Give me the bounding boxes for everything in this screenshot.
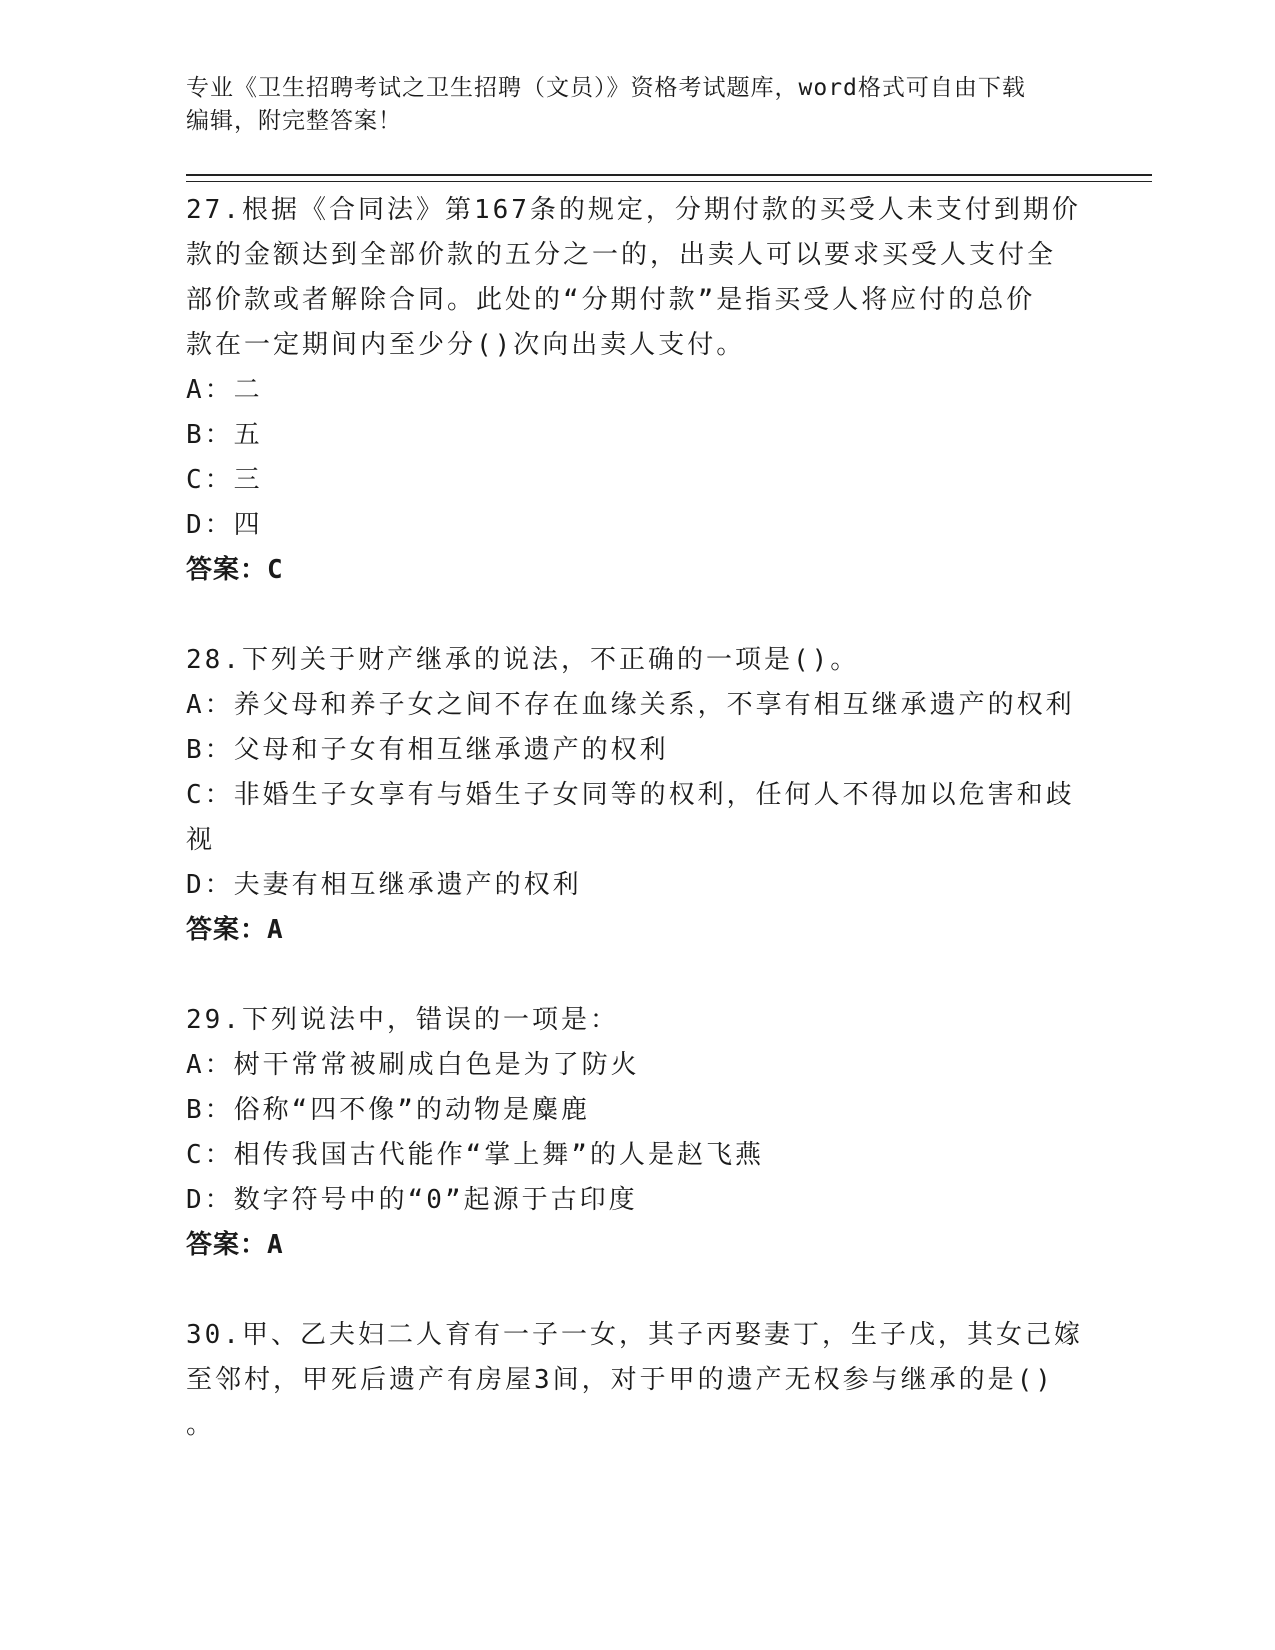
option-b: B：父母和子女有相互继承遗产的权利 [186,735,669,765]
answer-line: 答案：C [186,555,284,585]
question-stem-line: 。 [186,1410,216,1440]
question-gap [186,1268,1086,1313]
option-c: C：非婚生子女享有与婚生子女同等的权利，任何人不得加以危害和歧 [186,780,1075,810]
question-block [186,998,1086,1268]
option-d: D：四 [186,510,263,540]
page-header [186,72,1086,138]
question-gap [186,593,1086,638]
answer-line: 答案：A [186,1230,284,1260]
question-stem-line: 部价款或者解除合同。此处的“分期付款”是指买受人将应付的总价 [186,285,1036,315]
option-d: D：数字符号中的“0”起源于古印度 [186,1185,638,1215]
option-d: D：夫妻有相互继承遗产的权利 [186,870,582,900]
question-block [186,188,1086,593]
option-c: C：三 [186,465,263,495]
option-a: A：树干常常被刷成白色是为了防火 [186,1050,640,1080]
option-a: A：养父母和养子女之间不存在血缘关系，不享有相互继承遗产的权利 [186,690,1075,720]
question-block [186,638,1086,953]
question-stem-line: 29.下列说法中，错误的一项是： [186,1005,619,1035]
header-line: 专业《卫生招聘考试之卫生招聘（文员）》资格考试题库，word格式可自由下载 [186,75,1026,101]
question-list [186,188,1086,1448]
header-divider-thin [186,181,1152,182]
option-c-continued: 视 [186,825,216,855]
option-b: B：俗称“四不像”的动物是麋鹿 [186,1095,590,1125]
option-c: C：相传我国古代能作“掌上舞”的人是赵飞燕 [186,1140,764,1170]
option-b: B：五 [186,420,263,450]
question-block [186,1313,1086,1448]
header-divider-thick [186,174,1152,176]
question-stem-line: 款的金额达到全部价款的五分之一的，出卖人可以要求买受人支付全 [186,240,1057,270]
question-gap [186,953,1086,998]
question-stem-line: 30.甲、乙夫妇二人育有一子一女，其子丙娶妻丁，生子戊，其女己嫁 [186,1320,1083,1350]
question-stem-line: 28.下列关于财产继承的说法，不正确的一项是()。 [186,645,860,675]
option-a: A：二 [186,375,263,405]
question-stem-line: 款在一定期间内至少分()次向出卖人支付。 [186,330,746,360]
question-stem-line: 至邻村，甲死后遗产有房屋3间，对于甲的遗产无权参与继承的是() [186,1365,1054,1395]
answer-line: 答案：A [186,915,284,945]
question-stem-line: 27.根据《合同法》第167条的规定，分期付款的买受人未支付到期价 [186,195,1081,225]
header-line: 编辑，附完整答案！ [186,108,402,134]
